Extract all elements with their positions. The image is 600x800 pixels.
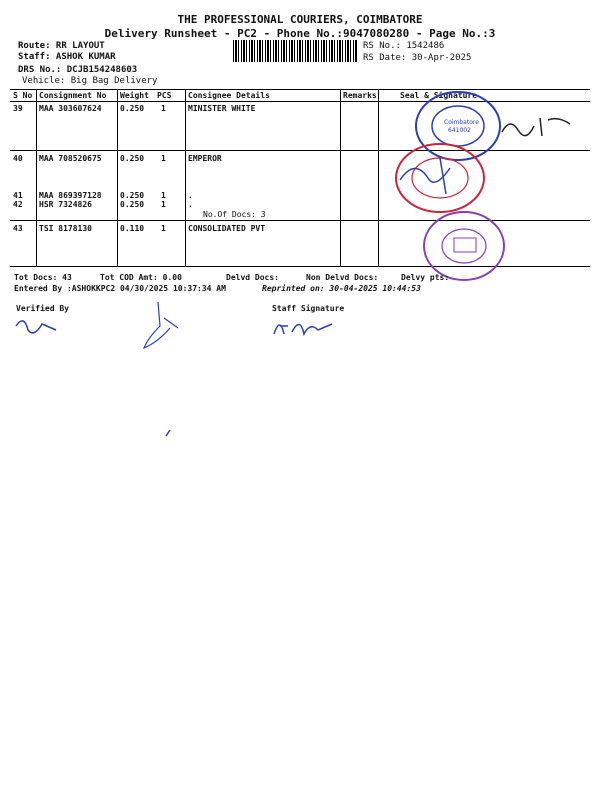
- stamp-pin-text: 641002: [448, 127, 471, 134]
- header-consignment: Consignment No: [39, 91, 107, 100]
- staff-signature-mark: [270, 312, 340, 342]
- header-pcs: PCS: [157, 91, 172, 100]
- handwritten-date: [500, 112, 580, 142]
- row-39-consignment: MAA 303607624: [39, 104, 102, 113]
- pen-scribble: [138, 298, 188, 358]
- row-42-pcs: 1: [161, 200, 166, 209]
- row-42-sno: 42: [13, 200, 23, 209]
- verified-signature: [12, 310, 62, 340]
- row-39-weight: 0.250: [120, 104, 145, 113]
- row-41-consignee: .: [188, 191, 193, 200]
- row-43-consignee: CONSOLIDATED PVT: [188, 224, 266, 233]
- row-40-sno: 40: [13, 154, 23, 163]
- rs-number: RS No.: 1542486: [363, 41, 445, 51]
- entered-by: Entered By :ASHOKKPC2 04/30/2025 10:37:34 AM: [14, 284, 226, 293]
- stamp-city-text: Coimbatore: [444, 119, 479, 126]
- row-41-sno: 41: [13, 191, 23, 200]
- runsheet-subtitle: Delivery Runsheet - PC2 - Phone No.:9047080280 - Page No.:3: [104, 27, 496, 40]
- tot-docs: Tot Docs: 43: [14, 273, 72, 282]
- col-divider: [117, 89, 118, 266]
- ink-dot: [164, 428, 174, 438]
- header-remarks: Remarks: [343, 91, 377, 100]
- drs-label: DRS No.: DCJB154248603: [18, 65, 138, 75]
- row-40-consignee: EMPEROR: [188, 154, 222, 163]
- non-delvd-docs: Non Delvd Docs:: [306, 273, 379, 282]
- col-divider: [340, 89, 341, 266]
- header-consignee: Consignee Details: [188, 91, 270, 100]
- row-40-weight: 0.250: [120, 154, 145, 163]
- vehicle-label: Vehicle: Big Bag Delivery: [22, 76, 158, 86]
- verified-by-label: Verified By: [16, 304, 69, 313]
- row-39-sno: 39: [13, 104, 23, 113]
- col-divider: [36, 89, 37, 266]
- delvy-pts: Delvy pts:: [401, 273, 450, 282]
- header-seal: Seal & Signature: [400, 91, 478, 100]
- route-label: Route: RR LAYOUT: [18, 41, 105, 51]
- tot-cod-amt: Tot COD Amt: 0.00: [100, 273, 182, 282]
- row-43-pcs: 1: [161, 224, 166, 233]
- header-weight: Weight: [120, 91, 149, 100]
- row-40-pcs: 1: [161, 154, 166, 163]
- barcode: [233, 40, 357, 62]
- delvd-docs: Delvd Docs:: [226, 273, 279, 282]
- row-42-weight: 0.250: [120, 200, 145, 209]
- col-divider: [185, 89, 186, 266]
- reprinted-on: Reprinted on: 30-04-2025 10:44:53: [262, 284, 421, 293]
- row-43-consignment: TSI 8178130: [39, 224, 92, 233]
- staff-signature-label: Staff Signature: [272, 304, 345, 313]
- row-41-pcs: 1: [161, 191, 166, 200]
- row-40-consignment: MAA 708520675: [39, 154, 102, 163]
- row-43-sno: 43: [13, 224, 23, 233]
- row-42-consignee: .: [188, 200, 193, 209]
- row-39-consignee: MINISTER WHITE: [188, 104, 256, 113]
- row-43-weight: 0.110: [120, 224, 145, 233]
- row-41-weight: 0.250: [120, 191, 145, 200]
- chitra-stamp: [380, 138, 490, 218]
- staff-label: Staff: ASHOK KUMAR: [18, 52, 116, 62]
- col-divider: [378, 89, 379, 266]
- no-of-docs: No.Of Docs: 3: [203, 210, 266, 219]
- header-sno: S No: [13, 91, 33, 100]
- company-title: THE PROFESSIONAL COURIERS, COIMBATORE: [177, 13, 423, 26]
- row-39-pcs: 1: [161, 104, 166, 113]
- row-41-consignment: MAA 869397128: [39, 191, 102, 200]
- row-42-consignment: HSR 7324826: [39, 200, 92, 209]
- rs-date: RS Date: 30-Apr-2025: [363, 53, 472, 63]
